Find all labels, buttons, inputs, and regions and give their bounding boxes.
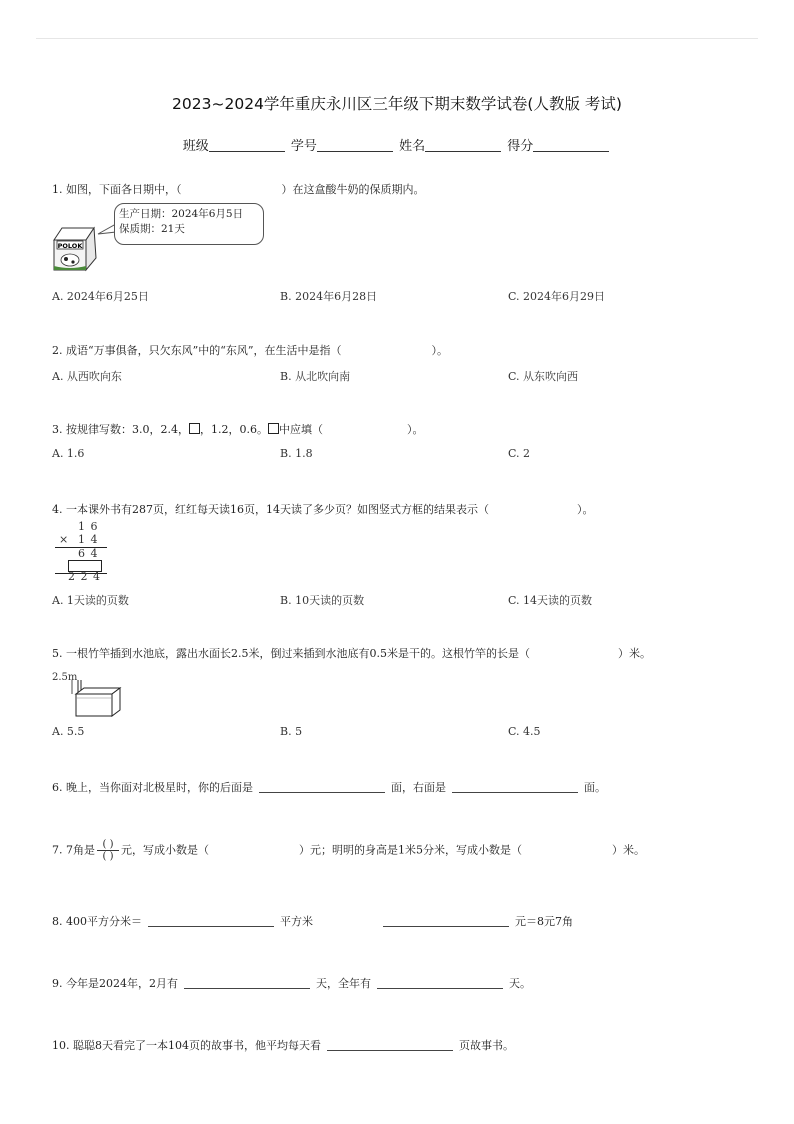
question-8 [52,913,573,929]
blank-box-icon [268,423,279,434]
question-1-option-b[interactable]: B. 2024年6月28日 [280,290,378,303]
question-7-text-b: 元，写成小数是（ [121,843,209,857]
fraction-blank[interactable] [97,839,119,862]
question-3-close: ）。 [406,423,424,436]
question-4-text: 4. 一本课外书有287页，红红每天读16页，14天读了多少页？如图竖式方框的结果表示（ [52,503,489,516]
question-1-option-c[interactable]: C. 2024年6月29日 [508,290,606,303]
fraction-numerator: ( ) [97,839,119,851]
question-5-text: 5. 一根竹竿插到水池底，露出水面长2.5米，倒过来插到水池底有0.5米是干的。这根竹竿的长是（ [52,647,530,660]
question-4-option-a[interactable]: A. 1天读的页数 [52,594,129,607]
question-7 [52,839,645,862]
figure-label-2-5m: 2.5m [52,672,78,683]
question-2-option-a[interactable]: A. 从西吹向东 [52,370,122,383]
question-8-text-c: 元＝8元7角 [515,915,573,928]
blank-box-icon [189,423,200,434]
question-6-text-c: 面。 [584,781,606,794]
name-field[interactable] [425,139,501,152]
question-9-text-c: 天。 [508,977,531,990]
question-2 [52,342,448,358]
question-7-text-a: 7. 7角是 [52,843,95,857]
page-title: 2023~2024学年重庆永川区三年级下期末数学试卷(人教版 考试) [172,95,622,113]
question-3-option-a[interactable]: A. 1.6 [52,447,85,460]
calc-result: 2 2 4 [68,570,101,583]
fraction-denominator: ( ) [102,851,114,862]
question-9-blank-2[interactable] [377,978,503,989]
question-3-text-a: 3. 按规律写数：3.0，2.4， [52,423,189,436]
name-label: 姓名 [399,139,426,154]
question-5 [52,645,651,661]
question-8-blank-2[interactable] [383,916,509,927]
question-1-option-a[interactable]: A. 2024年6月25日 [52,290,149,303]
question-6-text-b: 面，右面是 [391,781,446,794]
score-label: 得分 [507,139,534,154]
header-rule [36,38,758,39]
question-3-text-c: 中应填（ [278,423,323,436]
water-pool-figure [62,678,124,722]
question-5-option-a[interactable]: A. 5.5 [52,725,85,738]
product-info-bubble [114,203,264,245]
question-4-option-b[interactable]: B. 10天读的页数 [280,594,365,607]
production-date-text: 生产日期：2024年6月5日 [119,208,244,220]
calc-multiplier: 1 4 [78,533,99,546]
question-6 [52,779,606,795]
question-2-option-b[interactable]: B. 从北吹向南 [280,370,351,383]
question-1 [52,181,425,197]
class-label: 班级 [182,139,209,154]
calc-multiplicand: 1 6 [78,520,99,533]
question-8-text-b: 平方米 [280,915,313,928]
question-1-text-a: 1. 如图，下面各日期中，（ [52,183,182,196]
shelf-life-text: 保质期：21天 [119,223,185,235]
question-3-option-b[interactable]: B. 1.8 [280,447,313,460]
question-10-blank[interactable] [327,1040,453,1051]
question-3-option-c[interactable]: C. 2 [508,447,531,460]
question-9 [52,975,531,991]
question-6-blank-2[interactable] [452,782,578,793]
question-6-blank-1[interactable] [259,782,385,793]
student-info-line [0,135,794,154]
question-8-text-a: 8. 400平方分米＝ [52,915,142,928]
question-2-close: ）。 [431,344,448,357]
multiply-sign: × [59,533,69,546]
question-4 [52,501,593,517]
question-2-text: 2. 成语“万事俱备，只欠东风”中的“东风”，在生活中是指（ [52,344,342,357]
score-field[interactable] [533,139,609,152]
question-3-text-b: ，1.2，0.6。 [199,423,268,436]
question-10-text-b: 页故事书。 [458,1039,514,1052]
question-9-text-a: 9. 今年是2024年，2月有 [52,977,178,990]
question-9-text-b: 天，全年有 [315,977,371,990]
question-6-text-a: 6. 晚上，当你面对北极星时，你的后面是 [52,781,253,794]
question-5-option-c[interactable]: C. 4.5 [508,725,541,738]
question-8-blank-1[interactable] [148,916,274,927]
number-field[interactable] [317,139,393,152]
question-9-blank-1[interactable] [184,978,310,989]
class-field[interactable] [209,139,285,152]
question-10 [52,1037,514,1053]
question-2-option-c[interactable]: C. 从东吹向西 [508,370,579,383]
calc-partial-product: 6 4 [78,547,99,560]
question-4-close: ）。 [576,503,594,516]
milk-carton-image [50,226,102,274]
question-10-text-a: 10. 聪聪8天看完了一本104页的故事书，他平均每天看 [52,1039,321,1052]
question-7-text-c: ）元；明明的身高是1米5分米，写成小数是（ [299,843,522,857]
question-3 [52,421,423,437]
question-5-close: ）米。 [617,647,651,660]
number-label: 学号 [290,139,317,154]
carton-brand-text: POLOK [57,242,83,250]
question-5-option-b[interactable]: B. 5 [280,725,303,738]
question-1-text-b: ）在这盒酸牛奶的保质期内。 [281,183,425,196]
question-4-option-c[interactable]: C. 14天读的页数 [508,594,593,607]
question-7-close: ）米。 [612,843,645,857]
